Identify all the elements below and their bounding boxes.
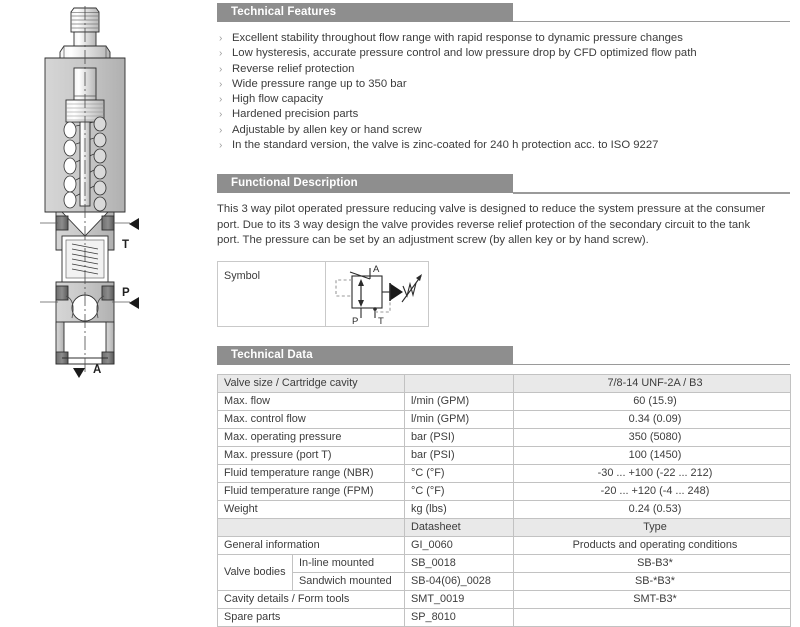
cell-type-header: Type <box>514 518 791 536</box>
feature-text: Hardened precision parts <box>232 108 359 121</box>
cell-unit: bar (PSI) <box>405 446 514 464</box>
cell-value: 350 (5080) <box>514 428 791 446</box>
table-row-subheader <box>218 518 791 536</box>
cell-unit: l/min (GPM) <box>405 392 514 410</box>
table-row <box>218 572 791 590</box>
cell-datasheet: SMT_0019 <box>405 590 514 608</box>
cell-unit: bar (PSI) <box>405 428 514 446</box>
cell-label: Max. control flow <box>218 410 405 428</box>
list-item <box>217 138 792 153</box>
list-item <box>217 92 792 107</box>
port-label-p: P <box>122 287 130 299</box>
technical-features-list <box>217 31 792 153</box>
chevron-right-icon: › <box>219 94 223 106</box>
list-item <box>217 77 792 92</box>
chevron-right-icon: › <box>219 48 223 60</box>
port-a-arrow <box>73 368 85 378</box>
cell-label: Weight <box>218 500 405 518</box>
cell-value: -30 ... +100 (-22 ... 212) <box>514 464 791 482</box>
table-row <box>218 410 791 428</box>
cell-value: 100 (1450) <box>514 446 791 464</box>
symbol-port-a-label: A <box>373 263 380 275</box>
cell-type: SB-*B3* <box>514 572 791 590</box>
section-header-technical-data <box>217 343 792 365</box>
list-item <box>217 107 792 122</box>
cell-label: Max. pressure (port T) <box>218 446 405 464</box>
cell-unit <box>405 374 514 392</box>
cell-type: SB-B3* <box>514 554 791 572</box>
symbol-port-t-label: T <box>378 315 384 326</box>
section-title-technical-data: Technical Data <box>231 348 313 361</box>
section-header-rule <box>513 192 790 193</box>
section-header-functional-description <box>217 171 792 193</box>
cell-label: Fluid temperature range (FPM) <box>218 482 405 500</box>
cell-unit: kg (lbs) <box>405 500 514 518</box>
valve-drawing-svg <box>0 0 210 600</box>
cell-label: Spare parts <box>218 608 405 626</box>
section-header-rule <box>513 21 790 22</box>
cell-type: SMT-B3* <box>514 590 791 608</box>
valve-cross-section-drawing <box>0 0 210 600</box>
section-header-rule <box>513 364 790 365</box>
cell-label: Max. flow <box>218 392 405 410</box>
technical-data-table <box>217 374 791 627</box>
chevron-right-icon: › <box>219 78 223 90</box>
cell-sublabel: Sandwich mounted <box>293 572 405 590</box>
cell-datasheet: GI_0060 <box>405 536 514 554</box>
valve-geometry <box>40 6 130 372</box>
cell-datasheet-header: Datasheet <box>405 518 514 536</box>
table-row <box>218 500 791 518</box>
table-row <box>218 608 791 626</box>
cell-label: Fluid temperature range (NBR) <box>218 464 405 482</box>
feature-text: In the standard version, the valve is zinc-coated for 240 h protection acc. to ISO 9227 <box>232 139 659 152</box>
content-column <box>217 0 792 623</box>
feature-text: Reverse relief protection <box>232 62 355 75</box>
chevron-right-icon: › <box>219 140 223 152</box>
cell-unit: °C (°F) <box>405 482 514 500</box>
cell-unit: °C (°F) <box>405 464 514 482</box>
feature-text: Low hysteresis, accurate pressure control and low pressure drop by CFD optimized flow path <box>232 47 697 60</box>
cell-value: 0.24 (0.53) <box>514 500 791 518</box>
cell-label: Max. operating pressure <box>218 428 405 446</box>
cell-label: Cavity details / Form tools <box>218 590 405 608</box>
functional-description-paragraph: This 3 way pilot operated pressure reducing valve is designed to reduce the system pressure at the consumer port. Due to its 3 way design the valve provides reverse relief protection of the secondary circuit to the tank port. The pressure can be set by an adjustment screw (by allen key or by hand screw). <box>217 203 766 247</box>
symbol-port-p-label: P <box>352 315 359 326</box>
symbol-label: Symbol <box>224 269 261 282</box>
symbol-box <box>217 261 429 327</box>
cell-datasheet: SB_0018 <box>405 554 514 572</box>
cell-value: 0.34 (0.09) <box>514 410 791 428</box>
cell-type: Products and operating conditions <box>514 536 791 554</box>
cell-type <box>514 608 791 626</box>
table-row <box>218 428 791 446</box>
port-p-arrow <box>129 297 139 309</box>
port-label-a: A <box>93 364 102 376</box>
chevron-right-icon: › <box>219 63 223 75</box>
cell-unit: l/min (GPM) <box>405 410 514 428</box>
cell-value: 7/8-14 UNF-2A / B3 <box>514 374 791 392</box>
section-header-technical-features <box>217 0 792 22</box>
cell-sublabel: In-line mounted <box>293 554 405 572</box>
list-item <box>217 31 792 46</box>
table-row <box>218 464 791 482</box>
symbol-label-cell <box>218 262 326 326</box>
symbol-graphic-cell <box>326 262 428 326</box>
chevron-right-icon: › <box>219 124 223 136</box>
cell-label: Valve size / Cartridge cavity <box>218 374 405 392</box>
chevron-right-icon: › <box>219 33 223 44</box>
cell-datasheet: SP_8010 <box>405 608 514 626</box>
table-row <box>218 536 791 554</box>
port-t-arrow <box>129 218 139 230</box>
feature-text: Excellent stability throughout flow range with rapid response to dynamic pressure changes <box>232 32 683 44</box>
list-item <box>217 46 792 61</box>
cell-datasheet: SB-04(06)_0028 <box>405 572 514 590</box>
chevron-right-icon: › <box>219 109 223 121</box>
cell-valve-bodies-label: Valve bodies <box>218 554 293 590</box>
cell-empty <box>218 518 405 536</box>
list-item <box>217 62 792 77</box>
table-row <box>218 482 791 500</box>
feature-text: Wide pressure range up to 350 bar <box>232 77 407 90</box>
table-row <box>218 374 791 392</box>
cell-value: 60 (15.9) <box>514 392 791 410</box>
table-row <box>218 446 791 464</box>
feature-text: Adjustable by allen key or hand screw <box>232 123 422 136</box>
list-item <box>217 123 792 138</box>
table-row <box>218 392 791 410</box>
section-title-technical-features: Technical Features <box>231 6 337 18</box>
feature-text: High flow capacity <box>232 93 324 106</box>
cell-label: General information <box>218 536 405 554</box>
hydraulic-symbol-diagram <box>326 262 428 326</box>
table-row <box>218 554 791 572</box>
table-row <box>218 590 791 608</box>
section-title-functional-description: Functional Description <box>231 177 358 190</box>
port-label-t: T <box>122 239 130 251</box>
cell-value: -20 ... +120 (-4 ... 248) <box>514 482 791 500</box>
